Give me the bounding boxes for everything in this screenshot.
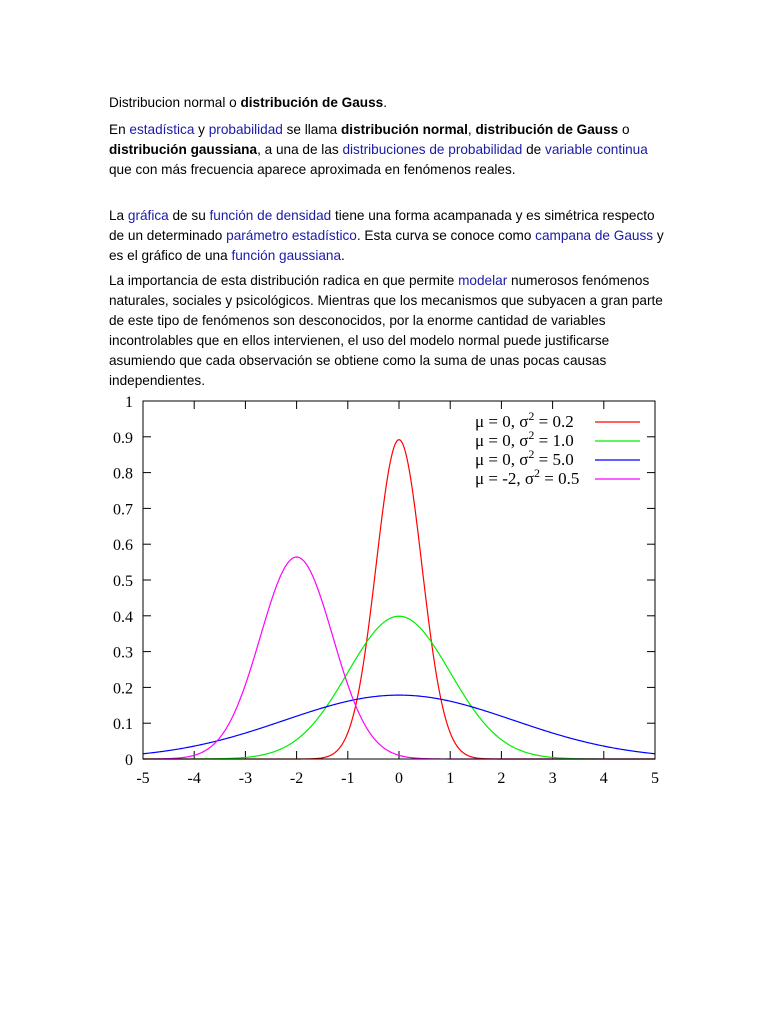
link-parametro-estadistico[interactable]: parámetro estadístico [226,228,357,243]
paragraph-importance [109,271,669,391]
document-title [109,93,669,113]
link-probabilidad[interactable]: probabilidad [208,122,283,137]
x-tick-label: 1 [446,770,455,787]
x-tick-label: -4 [187,770,201,787]
para3-text: numerosos fenómenos naturales, sociales y psicológicos. Mientras que los mecanismos que subyacen a gran parte de este tipo de fenómenos son desconocidos, por la enorme cantidad de variables incontrolables que en ellos intervienen, el uso del modelo normal puede justificarse asumiendo que cada observación se obtiene como la suma de unas pocas causas independientes. [109,273,663,388]
legend-label: μ = 0, $\sigma^2 = 1.0$ [475,428,574,450]
series-line-4 [143,557,655,759]
x-tick-label: -5 [136,770,150,787]
series-line-3 [143,695,655,754]
x-tick-label: 0 [395,770,403,787]
link-modelar[interactable]: modelar [458,273,508,288]
para1-text: o [618,122,630,137]
legend-label: μ = 0, $\sigma^2 = 0.2$ [475,409,574,431]
title-text: Distribucion normal o [109,95,241,110]
y-tick-label: 0.2 [113,680,133,698]
y-tick-label: 1 [125,394,133,411]
link-variable-continua[interactable]: variable continua [545,142,648,157]
legend-label: μ = 0, $\sigma^2 = 5.0$ [475,447,574,469]
y-tick-label: 0.3 [113,644,133,662]
link-estadistica[interactable]: estadística [129,122,195,137]
paragraph-definition [109,120,669,180]
para1-text: se llama [282,122,341,137]
x-tick-label: 3 [548,770,557,787]
legend-label: μ = -2, $\sigma^2 = 0.5$ [475,466,580,488]
x-tick-label: -2 [289,770,304,787]
term-distribucion-gauss: distribución de Gauss [475,122,619,137]
para2-text: . [341,248,345,263]
term-distribucion-gaussiana: distribución gaussiana [109,142,258,157]
para2-text: y es el gráfico de una [109,228,664,263]
x-tick-label: -3 [238,770,253,787]
axis-ticks [113,394,659,787]
legend [475,409,640,488]
y-tick-label: 0 [125,752,133,769]
y-tick-label: 0.4 [113,608,133,626]
para2-text: tiene una forma acampanada y es simétrica respecto de un determinado [109,208,655,243]
x-tick-label: -1 [341,770,355,787]
para2-text: La [109,208,128,223]
para1-text: , [467,122,476,137]
para1-text: , a una de las [257,142,343,157]
y-tick-label: 0.9 [113,429,133,447]
link-funcion-densidad[interactable]: función de densidad [209,208,332,223]
para3-text: La importancia de esta distribución radica en que permite [109,273,459,288]
y-tick-label: 0.6 [113,537,133,555]
x-tick-label: 5 [651,770,659,787]
x-tick-label: 4 [599,770,608,787]
y-tick-label: 0.7 [113,501,133,519]
para1-text: y [194,122,209,137]
y-tick-label: 0.8 [113,465,133,483]
para2-text: de su [168,208,210,223]
paragraph-graph [109,206,669,266]
title-tail: . [383,95,388,110]
link-distribuciones-probabilidad[interactable]: distribuciones de probabilidad [342,142,523,157]
x-tick-label: 2 [497,770,506,787]
link-grafica[interactable]: gráfica [127,208,169,223]
para1-text: de [522,142,546,157]
para2-text: . Esta curva se conoce como [356,228,536,243]
plot-frame [143,401,655,759]
link-funcion-gaussiana[interactable]: función gaussiana [231,248,342,263]
y-tick-label: 0.5 [113,573,133,590]
y-tick-label: 0.1 [113,716,133,734]
para1-text: que con más frecuencia aparece aproximada en fenómenos reales. [109,162,516,177]
link-campana-gauss[interactable]: campana de Gauss [535,228,654,243]
term-distribucion-normal: distribución normal [341,122,468,137]
title-bold: distribución de Gauss [240,95,384,110]
para1-text: En [109,122,130,137]
normal-distribution-chart [100,388,680,800]
